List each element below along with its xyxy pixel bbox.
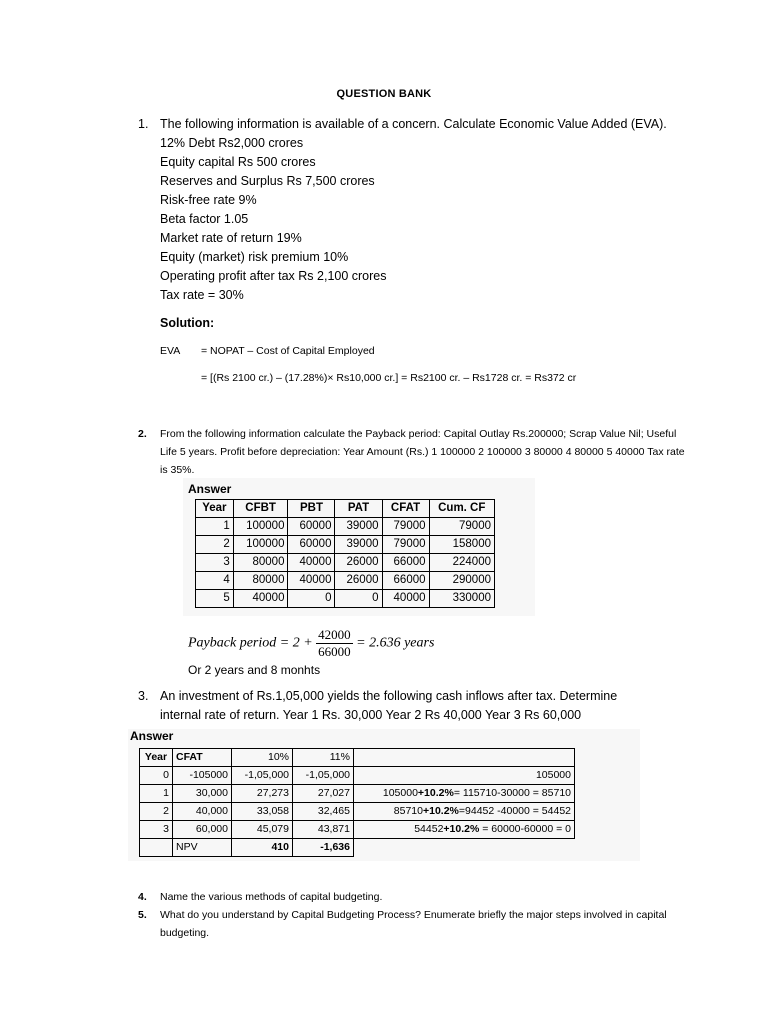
question-number: 3. (138, 689, 149, 703)
fraction-numerator: 42000 (318, 627, 351, 642)
question-3 (0, 687, 768, 727)
answer-panel (128, 729, 640, 861)
column-header: 11% (293, 749, 354, 767)
column-header: PBT (288, 500, 335, 518)
list-item: Equity capital Rs 500 crores (160, 155, 316, 169)
table-cell: 32,465 (293, 803, 354, 821)
table-cell: 27,027 (293, 785, 354, 803)
table-cell: 3 (196, 554, 234, 572)
payback-conclusion: Or 2 years and 8 monhts (188, 663, 321, 677)
question-2 (0, 425, 768, 481)
table-cell: 27,273 (232, 785, 293, 803)
table-cell: 0 (288, 590, 335, 608)
table-cell: 54452+10.2% = 60000-60000 = 0 (354, 821, 575, 839)
table-cell: 26000 (335, 554, 382, 572)
formula-fraction (316, 627, 353, 660)
table-cell: 1 (140, 785, 173, 803)
npv-label: NPV (173, 839, 232, 857)
table-cell: 3 (140, 821, 173, 839)
table-cell: 290000 (429, 572, 494, 590)
table-cell: 100000 (233, 518, 288, 536)
table-cell: 33,058 (232, 803, 293, 821)
list-item: Reserves and Surplus Rs 7,500 crores (160, 174, 375, 188)
table-cell: 45,079 (232, 821, 293, 839)
table-cell: -105000 (173, 767, 232, 785)
table-cell: 224000 (429, 554, 494, 572)
column-header: PAT (335, 500, 382, 518)
column-header: CFAT (382, 500, 429, 518)
column-header: Cum. CF (429, 500, 494, 518)
table-row (140, 821, 575, 839)
table-header-row (196, 500, 495, 518)
solution-label: Solution: (160, 316, 215, 330)
npv-row (140, 839, 575, 857)
question-text: The following information is available of a concern. Calculate Economic Value Added (EVA). (160, 117, 667, 131)
table-row (196, 572, 495, 590)
table-cell: 40000 (288, 572, 335, 590)
question-text: An investment of Rs.1,05,000 yields the following cash inflows after tax. Determine internal rate of return. Year 1 Rs. 30,000 Year 2 Rs 40,000 Year 3 Rs 60,000 (160, 689, 618, 722)
table-cell: 105000+10.2%= 115710-30000 = 85710 (354, 785, 575, 803)
list-item: Beta factor 1.05 (160, 212, 249, 226)
question-4 (0, 888, 768, 906)
table-cell: -1,05,000 (293, 767, 354, 785)
column-header: CFAT (173, 749, 232, 767)
table-cell: 4 (196, 572, 234, 590)
eva-formula-line-1: = NOPAT – Cost of Capital Employed (201, 345, 375, 357)
question-text: From the following information calculate the Payback period: Capital Outlay Rs.200000; Scrap Value Nil; Useful Life 5 years. Profit before depreciation: Year Amount (Rs.) 1 100000 2 100000 3 80000 4 80000 5 40000 Tax rate is 35%. (160, 428, 685, 476)
npv-value-10: 410 (232, 839, 293, 857)
table-cell: 5 (196, 590, 234, 608)
table-cell: 80000 (233, 554, 288, 572)
table-cell: 158000 (429, 536, 494, 554)
table-cell: 2 (140, 803, 173, 821)
table-cell: 40000 (233, 590, 288, 608)
eva-label: EVA (160, 345, 181, 357)
fraction-denominator: 66000 (318, 644, 351, 659)
table-cell: 1 (196, 518, 234, 536)
column-header: Year (196, 500, 234, 518)
column-header: 10% (232, 749, 293, 767)
list-item: Risk-free rate 9% (160, 193, 257, 207)
column-header: CFBT (233, 500, 288, 518)
npv-value-11: -1,636 (293, 839, 354, 857)
question-5 (0, 906, 768, 946)
eva-formula-line-2: = [(Rs 2100 cr.) – (17.28%)× Rs10,000 cr.] = Rs2100 cr. – Rs1728 cr. = Rs372 cr (201, 372, 577, 384)
list-item: Tax rate = 30% (160, 288, 244, 302)
answer-label: Answer (130, 729, 174, 743)
question-1-given-list (160, 134, 387, 305)
table-row (196, 518, 495, 536)
table-cell: 40000 (382, 590, 429, 608)
table-cell: 0 (140, 767, 173, 785)
table-row (196, 590, 495, 608)
table-cell: 60000 (288, 536, 335, 554)
question-number: 1. (138, 117, 149, 131)
question-number: 5. (138, 909, 147, 921)
answer-panel (183, 478, 535, 616)
question-text: Name the various methods of capital budgeting. (160, 891, 383, 903)
question-number: 4. (138, 891, 147, 903)
table-cell: 105000 (354, 767, 575, 785)
table-cell: 330000 (429, 590, 494, 608)
table-cell: 30,000 (173, 785, 232, 803)
formula-right: = 2.636 years (356, 635, 435, 651)
table-cell: 40,000 (173, 803, 232, 821)
list-item: Market rate of return 19% (160, 231, 302, 245)
list-item: 12% Debt Rs2,000 crores (160, 136, 304, 150)
question-number: 2. (138, 428, 147, 440)
table-row (196, 554, 495, 572)
payback-formula (188, 627, 434, 660)
table-cell: -1,05,000 (232, 767, 293, 785)
table-cell: 100000 (233, 536, 288, 554)
table-cell (354, 839, 575, 857)
table-cell: 39000 (335, 518, 382, 536)
list-item: Equity (market) risk premium 10% (160, 250, 349, 264)
table-cell: 60,000 (173, 821, 232, 839)
list-item: Operating profit after tax Rs 2,100 crores (160, 269, 387, 283)
irr-table (139, 748, 575, 857)
table-cell: 2 (196, 536, 234, 554)
table-cell: 40000 (288, 554, 335, 572)
column-header (354, 749, 575, 767)
table-cell: 80000 (233, 572, 288, 590)
question-text: What do you understand by Capital Budgeting Process? Enumerate briefly the major steps involved in capital budgeting. (160, 909, 667, 939)
payback-table (195, 499, 495, 608)
table-row (140, 785, 575, 803)
table-cell: 43,871 (293, 821, 354, 839)
table-header-row (140, 749, 575, 767)
table-cell: 85710+10.2%=94452 -40000 = 54452 (354, 803, 575, 821)
table-cell: 39000 (335, 536, 382, 554)
table-cell: 66000 (382, 554, 429, 572)
table-cell: 79000 (382, 536, 429, 554)
table-row (140, 803, 575, 821)
table-row (196, 536, 495, 554)
table-cell: 0 (335, 590, 382, 608)
formula-left: Payback period = 2 + (188, 635, 313, 651)
table-row (140, 767, 575, 785)
table-cell: 79000 (382, 518, 429, 536)
column-header: Year (140, 749, 173, 767)
page-title: QUESTION BANK (336, 88, 432, 100)
table-cell (140, 839, 173, 857)
table-cell: 26000 (335, 572, 382, 590)
table-cell: 79000 (429, 518, 494, 536)
answer-label: Answer (188, 482, 232, 496)
table-cell: 66000 (382, 572, 429, 590)
table-cell: 60000 (288, 518, 335, 536)
